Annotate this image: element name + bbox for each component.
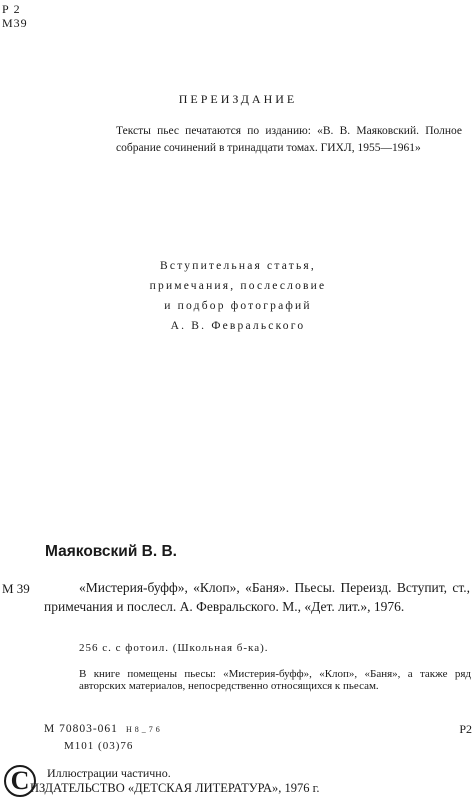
catalog-contents: В книге помещены пьесы: «Мистерия-буфф», «Клоп», «Баня», а также ряд авторских материалов, непосредственно относящихся к пьесам.	[79, 668, 471, 692]
copyright-symbol: C	[10, 766, 30, 795]
publisher-line: ИЗДАТЕЛЬСТВО «ДЕТСКАЯ ЛИТЕРАТУРА», 1976 г.	[30, 781, 320, 795]
udc-line-1: Р 2	[2, 2, 21, 16]
udc-classification	[2, 2, 28, 30]
catalog-description-text: «Мистерия-буфф», «Клоп», «Баня». Пьесы. Переизд. Вступит, ст., примечания и послесл. А. Февральского. М., «Дет. лит.», 1976.	[44, 580, 470, 614]
intro-credits	[0, 256, 476, 336]
catalog-pages: 256 с. с фотоил. (Школьная б-ка).	[79, 642, 269, 654]
illustrations-note: Иллюстрации частично.	[47, 766, 171, 780]
intro-line-4: А. В. Февральского	[170, 320, 306, 332]
catalog-number: М 70803-061	[44, 723, 118, 735]
catalog-number-line	[44, 723, 163, 735]
intro-line-3: и подбор фотографий	[164, 300, 312, 312]
catalog-code: М 39	[2, 581, 30, 596]
catalog-right-code: Р2	[459, 722, 472, 736]
page-title: ПЕРЕИЗДАНИЕ	[178, 92, 298, 106]
udc-line-2: М39	[2, 16, 28, 30]
intro-line-2: примечания, послесловие	[149, 280, 327, 292]
catalog-number-2: М101 (03)76	[64, 740, 134, 752]
catalog-suffix: Н8_76	[125, 725, 163, 734]
source-note: Тексты пьес печатаются по изданию: «В. В. Маяковский. Полное собрание сочинений в тринадцати томах. ГИХЛ, 1955—1961»	[116, 125, 462, 154]
catalog-author: Маяковский В. В.	[45, 543, 177, 560]
intro-line-1: Вступительная статья,	[160, 260, 316, 272]
catalog-description	[44, 578, 470, 616]
